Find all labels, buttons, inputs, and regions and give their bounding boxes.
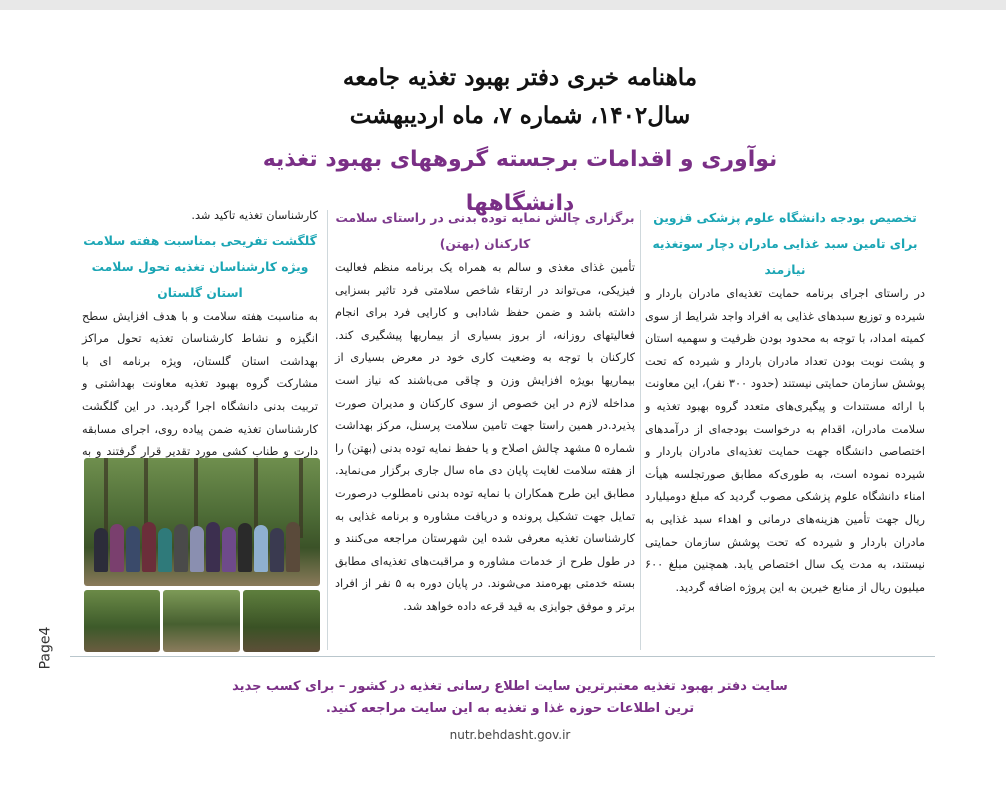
footer-text: سایت دفتر بهبود تغذیه معتبرترین سایت اطلاع رسانی تغذیه در کشور – برای کسب جدید ترین اطلاعات حوزه غذا و تغذیه به این سایت مراجعه کنید. [232, 679, 788, 716]
column-divider [327, 210, 328, 650]
top-bar [0, 0, 1006, 10]
group-photo [84, 458, 320, 586]
article-qazvin [645, 205, 925, 599]
newsletter-title: ماهنامه خبری دفتر بهبود تغذیه جامعه [342, 64, 698, 91]
event-photo [243, 590, 320, 652]
footer-divider [70, 656, 935, 657]
website-url[interactable]: nutr.behdasht.gov.ir [449, 728, 571, 742]
issue-info: سال۱۴۰۲، شماره ۷، ماه اردیبهشت [349, 102, 691, 129]
article-golestan-title: گلگشت تفریحی بمناسبت هفته سلامت ویژه کارشناسان تغذیه تحول سلامت استان گلستان [83, 233, 317, 300]
article-continuation: کارشناسان تغذیه تاکید شد. [191, 209, 318, 222]
event-photo [84, 590, 160, 652]
article-mashhad [335, 205, 635, 619]
article-qazvin-body: در راستای اجرای برنامه حمایت تغذیه‌ای مادران باردار و شیرده و توزیع سبدهای غذایی به افراد واجد شرایط از سوی کمیته امداد، با توجه به محدود بودن ظرفیت و سهمیه استان و پشت نوبت بودن تعداد مادران باردار و شیرده که تحت پوشش سازمان حمایتی نیستند (حدود ۳۰۰ نفر)، این معاونت با ارائه مستندات و پیگیری‌های متعدد گروه بهبود تغذیه و سلامت مادران، اقدام به درخواست بودجه‌ای از درآمدهای اختصاصی دانشگاه جهت حمایت تغذیه‌ای مادران باردار و شیرده نموده است، به طوری‌که مطابق صورتجلسه هیأت امناء دانشگاه علوم پزشکی مصوب گردید که مبلغ دومیلیارد ریال جهت تأمین هزینه‌های درمانی و اهداء سبد غذایی به مادران باردار و شیرده که تحت پوشش سازمان حمایتی نیستند، به مدت یک سال اختصاص یابد. همچنین مبلغ ۶۰۰ میلیون ریال از منابع خیرین به این پروژه اضافه گردید. [645, 287, 925, 594]
column-divider [640, 210, 641, 650]
event-photo [163, 590, 240, 652]
newsletter-header [240, 58, 800, 226]
article-qazvin-title: تخصیص بودجه دانشگاه علوم پزشکی قزوین برای تامین سبد غذایی مادران دچار سوتغذیه نیازمند [652, 211, 918, 277]
article-golestan-body: به مناسبت هفته سلامت و با هدف افزایش سطح انگیزه و نشاط کارشناسان تغذیه تحول مراکز بهداشت استان گلستان، ویژه برنامه ای با مشارکت گروه بهبود تغذیه معاونت بهداشتی و تربیت بدنی دانشگاه اجرا گردید. در این گلگشت کارشناسان تغذیه ضمن پیاده روی، اجرای مسابقه دارت و طناب کشی مورد تقدیر قرار گرفتند و به [82, 309, 318, 459]
group-of-people [94, 510, 309, 572]
article-mashhad-title: برگزاری چالش نمایه توده بدنی در راستای سلامت کارکنان (بهتن) [335, 211, 635, 251]
page-number: Page4 [37, 626, 54, 670]
article-golestan [82, 205, 318, 486]
section-title: نوآوری و اقدامات برجسته گروههای بهبود تغذیه دانشگاهها [262, 147, 778, 216]
article-mashhad-body: تأمین غذای مغذی و سالم به همراه یک برنامه منظم فعالیت فیزیکی، می‌تواند در ارتقاء شاخص سلامتی فرد تاثیر بسزایی داشته باشد و ضمن حفظ شادابی و کارایی فرد برای انجام فعالیتهای روزانه، از بروز بسیاری از بیماریها پیشگیری کند. کارکنان با توجه به وضعیت کاری خود در معرض بسیاری از بیماریها بویژه افزایش وزن و چاقی می‌باشند که نیاز است مداخله لازم در این خصوص از سوی کارکنان و مدیران صورت پذیرد.در همین راستا جهت تامین سلامت پرسنل، مرکز بهداشت شماره ۵ مشهد چالش اصلاح و یا حفظ نمایه توده بدنی (بهتن) را از هفته سلامت لغایت پایان دی ماه سال جاری برگزار می‌نماید. مطابق این طرح همکاران با نمایه توده بدنی نامطلوب درصورت تمایل جهت تشکیل پرونده و دریافت مشاوره و برنامه غذایی به کارشناسان تغذیه معرفی شده این شهرستان مراجعه می‌کنند و در طول طرح از خدمات مشاوره و مراقبت‌های تغذیه‌ای مطابق بسته خدمتی بهره‌مند می‌شوند. در پایان دوره به ۵ نفر از افراد برتر و موفق جوایزی به قید قرعه داده خواهد شد. [335, 261, 636, 613]
